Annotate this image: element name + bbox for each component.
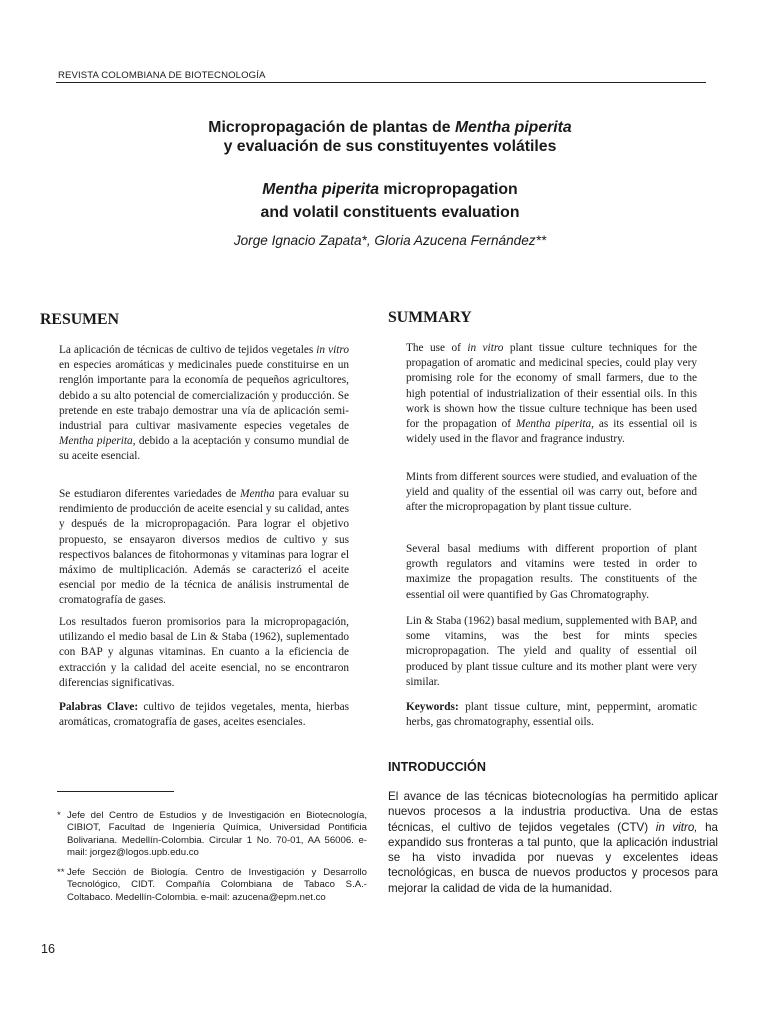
summary-keywords (406, 700, 697, 730)
title-es-line1-prefix: Micropropagación de plantas de (208, 119, 455, 136)
resumen-p2-text-2: para evaluar su rendimiento de producción de aceite esencial y su calidad, antes y después de la micropropagación. Para lograr el objetivo propuesto, se ensayaron diversos medios de cultivo y sus respectivos balances de fitohormonas y vitaminas para lograr el máximo de multiplicación. Además se caracterizó el aceite esencial por medio de la técnica de análisis instrumental de cromatografía de gases. (59, 488, 349, 607)
title-es-line2: y evaluación de sus constituyentes volátiles (223, 138, 557, 155)
resumen-paragraph-3 (59, 615, 349, 691)
footnote-1 (57, 810, 367, 860)
introduccion-paragraph (388, 789, 718, 896)
summary-p3-text: Several basal mediums with different proportion of plant growth regulators and vitamins were tested in order to maximize the propagation results. The constituents of the essential oil were quantified by Gas Chromatography. (406, 543, 697, 601)
resumen-p2-text: Se estudiaron diferentes variedades de (59, 488, 241, 500)
summary-heading: SUMMARY (388, 309, 472, 326)
intro-text-2: ha expandido sus fronteras a tal punto, que la aplicación industrial se ha visto invadida por nuevas y excelentes ideas tecnológicas, en busca de nuevos productos y procesos para mejorar la calidad de vida de la humanidad. (388, 820, 718, 895)
journal-name: REVISTA COLOMBIANA DE BIOTECNOLOGÍA (58, 70, 266, 81)
summary-p1-species: Mentha piperita, (515, 418, 594, 431)
intro-invitro: in vitro, (655, 820, 698, 834)
page-number: 16 (41, 942, 56, 956)
title-en-line1-suffix: micropropagation (379, 181, 518, 198)
resumen-keywords (59, 700, 349, 730)
summary-keywords-text: plant tissue culture, mint, peppermint, aromatic herbs, gas chromatography, essential oils. (406, 701, 697, 729)
title-english (110, 178, 670, 224)
summary-paragraph-4 (406, 614, 697, 690)
footnote-2-text: Jefe Sección de Biología. Centro de Investigación y Desarrollo Tecnológico, CIDT. Compañía Colombiana de Tabaco S.A.- Coltabaco. Medellín-Colombia. e-mail: azucena@epm.net.co (67, 867, 367, 903)
summary-p1-text-2: plant tissue culture techniques for the propagation of aromatic and medicinal species, could play very promising role for the economy of small farmers, due to the high potential of industrialization of their essential oils. In this work is shown how the tissue culture technique has been used for the propagation of (406, 342, 698, 431)
footnote-2-mark: ** (57, 867, 65, 878)
resumen-p1-species: Mentha piperita (59, 435, 133, 448)
resumen-p1-text-2: en especies aromáticas y medicinales puede constituirse en un renglón importante para la economía de pequeños agricultores, debido a su alto potencial de comercialización y producción. Se pretende en este trabajo demostrar una vía de aplicación semi-industrial para cultivar masivamente especies vegetales de (59, 359, 349, 433)
summary-p4-text: Lin & Staba (1962) basal medium, supplemented with BAP, and some vitamins, was the best for mints species micropropagation. The yield and quality of essential oil produced by plant tissue culture and its mother plant were very similar. (406, 615, 697, 688)
footnote-1-text: Jefe del Centro de Estudios y de Investigación en Biotecnología, CIBIOT, Facultad de Ingeniería Química, Universidad Pontificia Bolivariana. Medellín-Colombia. Circular 1 No. 70-01, AA 56006. e-mail: jorgez@logos.upb.edu.co (67, 810, 367, 859)
summary-p1-invitro: in vitro (467, 342, 504, 354)
resumen-p1-text-3: , debido a la aceptación y consumo mundial de su aceite esencial. (59, 435, 349, 463)
summary-p1-text-3: as its essential oil is widely used in the flavor and fragrance industry. (406, 418, 697, 446)
resumen-p1-text: La aplicación de técnicas de cultivo de tejidos vegetales (59, 344, 317, 356)
footnote-rule (57, 791, 174, 792)
introduccion-heading: INTRODUCCIÓN (388, 760, 486, 774)
title-en-line2: and volatil constituents evaluation (260, 204, 520, 221)
resumen-heading: RESUMEN (40, 311, 119, 328)
intro-text: El avance de las técnicas biotecnologías ha permitido aplicar nuevos procesos a la industria productiva. Una de estas técnicas, el cultivo de tejidos vegetales (CTV) (388, 790, 718, 834)
resumen-p1-invitro: in vitro (316, 344, 349, 356)
summary-p1-text: The use of (406, 342, 468, 354)
resumen-p3-text: Los resultados fueron promisorios para la micropropagación, utilizando el medio basal de Lin & Staba (1962), suplementado con BAP y algunas vitaminas. En cuanto a la eficiencia de extracción y la calidad del aceite esencial, no se encontraron diferencias significativas. (59, 616, 349, 689)
title-es-species: Mentha piperita (454, 119, 572, 136)
footnote-2 (57, 867, 367, 904)
summary-keywords-label: Keywords: (406, 701, 459, 713)
summary-paragraph-1 (406, 341, 697, 447)
resumen-p2-genus: Mentha (240, 488, 275, 500)
footnote-1-mark: * (57, 810, 61, 821)
resumen-keywords-label: Palabras Clave: (59, 701, 139, 713)
title-en-species: Mentha piperita (262, 181, 380, 198)
authors: Jorge Ignacio Zapata*, Gloria Azucena Fernández** (233, 233, 547, 248)
summary-p2-text: Mints from different sources were studied, and evaluation of the yield and quality of the essential oil was carry out, before and after the micropropagation by plant tissue culture. (406, 471, 697, 514)
resumen-paragraph-1 (59, 343, 349, 465)
title-spanish (110, 118, 670, 156)
summary-paragraph-2 (406, 470, 697, 516)
resumen-keywords-text: cultivo de tejidos vegetales, menta, hierbas aromáticas, cromatografía de gases, aceites esenciales. (59, 701, 350, 729)
summary-paragraph-3 (406, 542, 697, 603)
resumen-paragraph-2 (59, 487, 349, 609)
header-rule (56, 82, 706, 83)
